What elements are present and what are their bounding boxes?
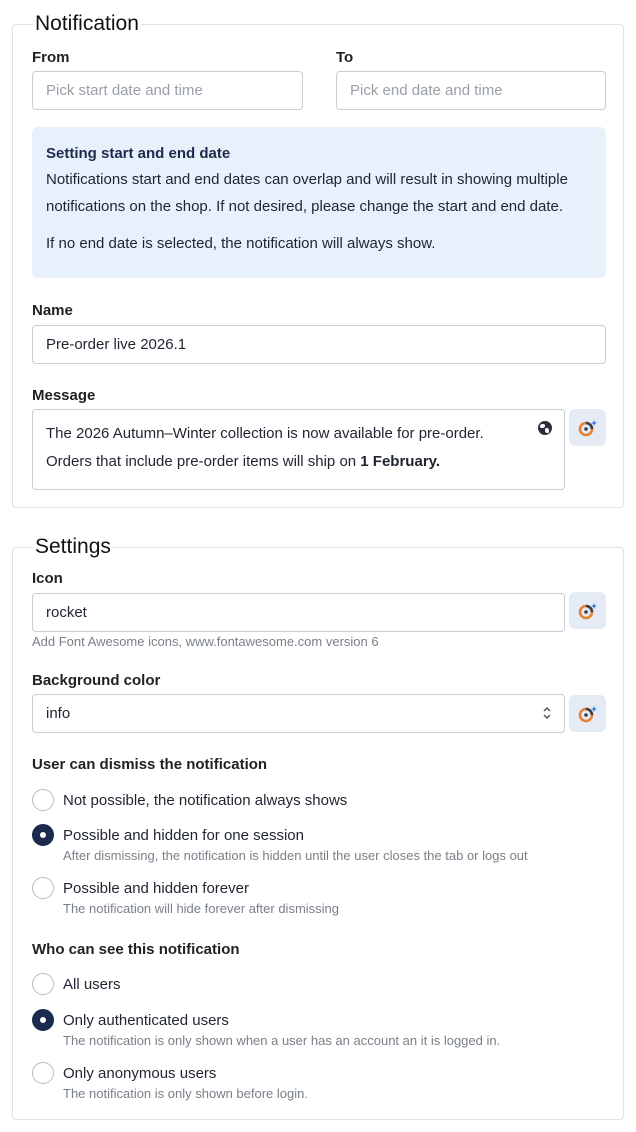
- icon-label: Icon: [32, 570, 63, 587]
- background-color-label: Background color: [32, 672, 161, 689]
- radio-label: Not possible, the notification always shows: [63, 791, 348, 809]
- from-date-input[interactable]: Pick start date and time: [32, 71, 303, 110]
- background-color-select[interactable]: [32, 694, 565, 733]
- info-title: Setting start and end date: [46, 145, 231, 162]
- icon-help-text: Add Font Awesome icons, www.fontawesome.com version 6: [32, 634, 379, 649]
- settings-legend: Settings: [35, 535, 111, 558]
- to-label: To: [336, 49, 354, 66]
- message-line-2-text: Orders that include pre-order items will ship on: [46, 453, 361, 470]
- icon-input[interactable]: rocket: [32, 593, 565, 632]
- globe-icon[interactable]: [538, 421, 552, 435]
- visibility-label: Who can see this notification: [32, 941, 240, 958]
- visibility-option-all[interactable]: [32, 973, 121, 995]
- ai-assist-icon: [577, 600, 599, 622]
- name-label: Name: [32, 302, 73, 319]
- dismiss-label: User can dismiss the notification: [32, 756, 268, 773]
- radio-button[interactable]: [32, 789, 54, 811]
- radio-label: Possible and hidden forever: [63, 879, 249, 897]
- visibility-option-authenticated[interactable]: [32, 1009, 229, 1031]
- chevron-up-down-icon: [542, 705, 552, 721]
- radio-button[interactable]: [32, 973, 54, 995]
- name-input[interactable]: Pre-order live 2026.1: [32, 325, 606, 364]
- message-line-1: The 2026 Autumn–Winter collection is now available for pre-order.: [46, 425, 484, 442]
- radio-button[interactable]: [32, 1062, 54, 1084]
- visibility-option-anonymous[interactable]: [32, 1062, 216, 1084]
- background-color-value: info: [46, 705, 71, 722]
- radio-description: After dismissing, the notification is hidden until the user closes the tab or logs out: [63, 848, 528, 863]
- message-label: Message: [32, 387, 96, 404]
- radio-description: The notification will hide forever after dismissing: [63, 901, 340, 916]
- to-date-input[interactable]: Pick end date and time: [336, 71, 606, 110]
- date-info-alert: [32, 127, 606, 278]
- notification-legend: Notification: [35, 12, 139, 35]
- message-textarea[interactable]: [32, 409, 565, 490]
- icon-ai-assist-button[interactable]: [569, 592, 606, 629]
- radio-label: All users: [63, 975, 121, 993]
- info-text: Notifications start and end dates can overlap and will result in showing multiple notifications on the shop. If not desired, please change the start and end date.: [46, 171, 568, 215]
- radio-button[interactable]: [32, 1009, 54, 1031]
- message-line-2: [46, 448, 551, 476]
- radio-label: Only anonymous users: [63, 1064, 217, 1082]
- radio-description: The notification is only shown when a user has an account an it is logged in.: [63, 1033, 501, 1048]
- notification-section: [12, 12, 624, 508]
- ai-assist-icon: [577, 703, 599, 725]
- settings-section: [12, 535, 624, 1120]
- ai-assist-icon: [577, 417, 599, 439]
- bg-ai-assist-button[interactable]: [569, 695, 606, 732]
- info-text-secondary: If no end date is selected, the notification will always show.: [46, 235, 436, 252]
- dismiss-option-never[interactable]: [32, 789, 347, 811]
- radio-label: Possible and hidden for one session: [63, 826, 304, 844]
- message-ai-assist-button[interactable]: [569, 409, 606, 446]
- from-label: From: [32, 49, 70, 66]
- radio-label: Only authenticated users: [63, 1011, 229, 1029]
- radio-button[interactable]: [32, 824, 54, 846]
- radio-description: The notification is only shown before login.: [63, 1086, 308, 1101]
- radio-button[interactable]: [32, 877, 54, 899]
- dismiss-option-session[interactable]: [32, 824, 304, 846]
- dismiss-option-forever[interactable]: [32, 877, 249, 899]
- message-line-2-bold: 1 February.: [360, 453, 441, 470]
